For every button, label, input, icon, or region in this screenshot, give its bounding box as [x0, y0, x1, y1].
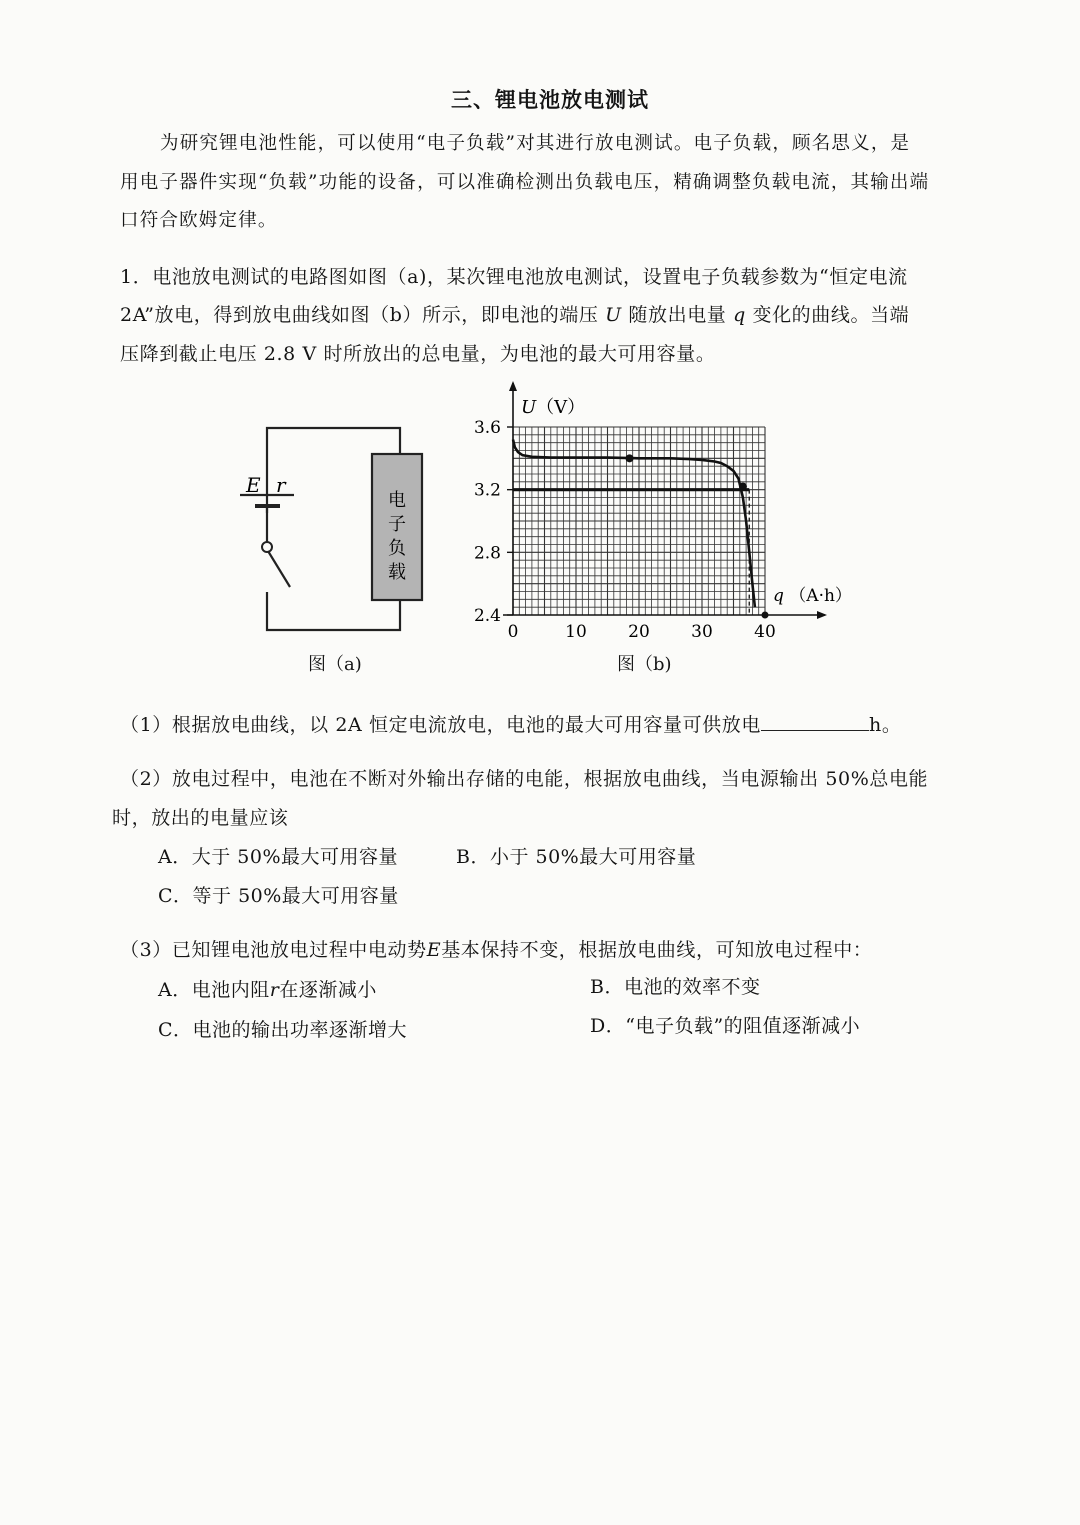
q3-stem [120, 935, 872, 962]
marked-point [626, 454, 634, 462]
load-char-3: 负 [388, 538, 406, 559]
symbol-U: U [605, 304, 622, 326]
y-tick-label: 3.2 [473, 480, 501, 501]
q2-line-1: （2）放电过程中，电池在不断对外输出存储的电能，根据放电曲线，当电源输出 50%总电能 [120, 768, 929, 790]
y-axis-arrow [509, 381, 517, 391]
load-char-1: 电 [388, 490, 406, 511]
symbol-q: q [733, 304, 746, 326]
q3-stem-b: 基本保持不变，根据放电曲线，可知放电过程中： [441, 939, 873, 961]
symbol-r: r [269, 979, 280, 1001]
switch-pivot [262, 542, 272, 552]
x-tick-label: 30 [691, 622, 713, 642]
y-tick-label: 2.4 [473, 606, 501, 626]
switch-lever [268, 551, 290, 587]
chart-grid [513, 427, 765, 615]
q3-option-a[interactable] [158, 975, 377, 1002]
y-axis-label: U（V） [521, 397, 586, 418]
q1-answer-blank[interactable] [761, 714, 869, 731]
q2-option-a[interactable]: A．大于 50%最大可用容量 [158, 846, 398, 868]
problem1-line-2-a: 2A”放电，得到放电曲线如图（b）所示，即电池的端压 [120, 304, 599, 326]
q1-unit: h。 [868, 714, 902, 736]
x-axis-arrow [817, 611, 827, 619]
resistance-label: r [276, 473, 286, 497]
emf-label: E [246, 473, 261, 497]
q3-option-a-text-2: 在逐渐减小 [279, 979, 377, 1001]
marked-point [739, 483, 747, 491]
figure-b-chart [460, 375, 860, 650]
q3-option-c[interactable]: C．电池的输出功率逐渐增大 [158, 1019, 408, 1041]
q2-line-2: 时，放出的电量应该 [112, 807, 289, 829]
q2-option-b[interactable]: B．小于 50%最大可用容量 [456, 846, 697, 868]
intro-line-2: 用电子器件实现“负载”功能的设备，可以准确检测出负载电压，精确调整负载电流，其输出端 [120, 172, 930, 193]
section-title: 三、锂电池放电测试 [451, 88, 649, 112]
axis-point [762, 612, 769, 619]
load-char-4: 载 [388, 562, 406, 583]
x-tick-label: 10 [565, 622, 587, 642]
q3-option-d[interactable]: D．“电子负载”的阻值逐渐减小 [590, 1015, 861, 1037]
symbol-E: E [426, 939, 442, 961]
problem1-line-2-c: 变化的曲线。当端 [752, 304, 910, 326]
figure-b-caption: 图（b) [617, 654, 672, 675]
q1 [120, 710, 901, 737]
q3-option-b[interactable]: B．电池的效率不变 [590, 976, 761, 998]
q3-stem-a: （3）已知锂电池放电过程中电动势 [120, 939, 427, 961]
figure-a-circuit [230, 420, 440, 640]
problem1-line-1: 1．电池放电测试的电路图如图（a)，某次锂电池放电测试，设置电子负载参数为“恒定电流 [120, 266, 908, 288]
x-axis-label: q （A·h） [773, 586, 852, 606]
intro-line-1: 为研究锂电池性能，可以使用“电子负载”对其进行放电测试。电子负载，顾名思义，是 [160, 133, 911, 154]
x-tick-label: 40 [754, 622, 776, 642]
x-tick-label: 20 [628, 622, 650, 642]
discharge-curve [513, 440, 755, 608]
y-tick-label: 2.8 [473, 543, 501, 564]
x-tick-label: 0 [507, 622, 519, 642]
figure-a-caption: 图（a) [308, 654, 362, 675]
problem1-line-2 [120, 300, 909, 327]
chart-labels [474, 397, 852, 642]
q1-text: （1）根据放电曲线，以 2A 恒定电流放电，电池的最大可用容量可供放电 [120, 714, 761, 736]
problem1-line-3: 压降到截止电压 2.8 V 时所放出的总电量，为电池的最大可用容量。 [120, 343, 716, 365]
y-tick-label: 3.6 [473, 418, 501, 438]
problem1-line-2-b: 随放出电量 [628, 304, 727, 326]
q3-option-a-text-1: A．电池内阻 [158, 979, 270, 1001]
load-char-2: 子 [388, 514, 406, 535]
q2-option-c[interactable]: C．等于 50%最大可用容量 [158, 885, 399, 907]
intro-line-3: 口符合欧姆定律。 [120, 210, 278, 231]
